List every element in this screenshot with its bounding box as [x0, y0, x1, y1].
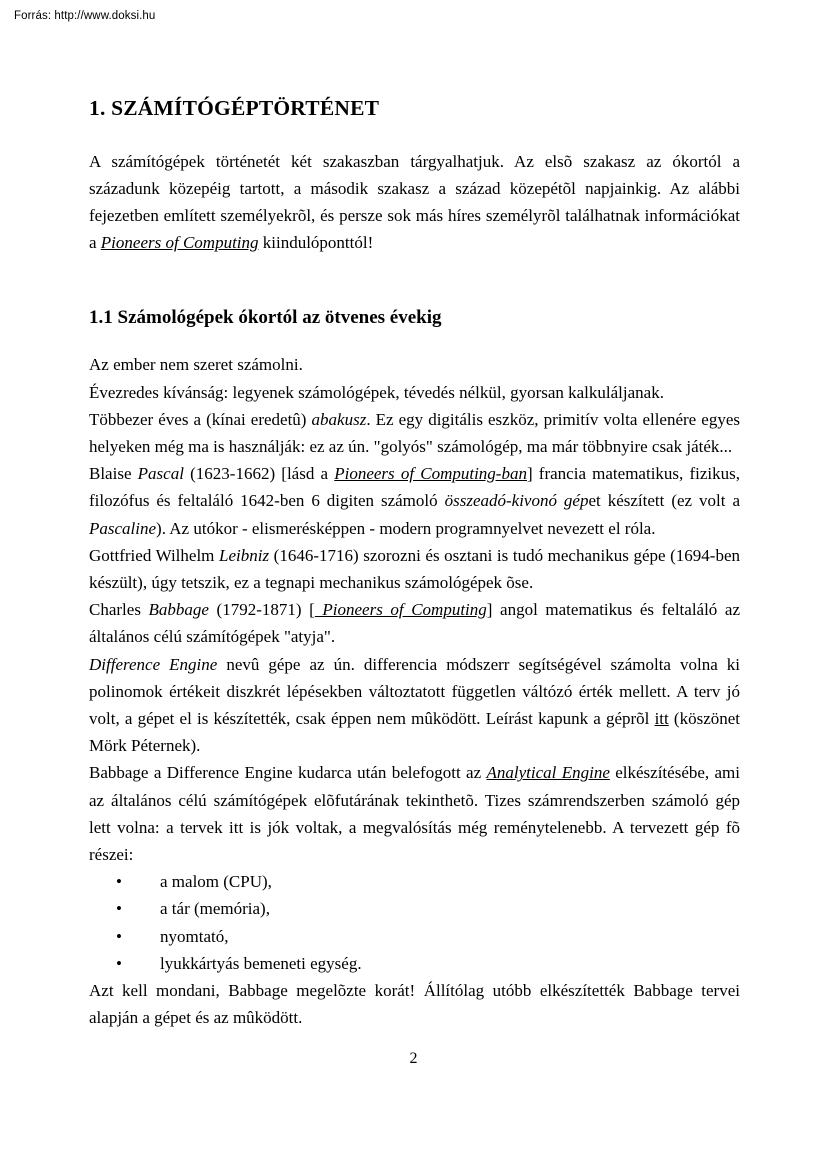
difference-engine-text-part-2: (köszönet Mörk Péternek).	[89, 709, 741, 756]
paragraph-abacus	[89, 406, 740, 460]
pascal-text-part-5: ). Az utókor - elismerésképpen - modern programnyelvet nevezett el róla.	[156, 518, 656, 538]
leibniz-name-italic: Leibniz	[219, 545, 270, 565]
analytical-engine-text-part-2: elkészítésébe, ami az általános célú számítógépek elõfutárának tekinthetõ. Tizes számrendszerben számoló gép lett volna: a tervek itt is jók voltak, a megvalósítás még reménytelenebb. A tervezett gép fõ részei:	[89, 763, 741, 865]
section-spacer	[89, 257, 740, 307]
pascal-text-part-2: (1623-1662) [lásd a	[183, 464, 335, 484]
intro-text-part-1: A számítógépek történetét két szakaszban tárgyalhatjuk. Az elsõ szakasz az ókortól a századunk közepéig tartott, a második szakasz a század közepétõl napjainkig. Az alábbi fejezetben említett személyekrõl, és persze sok más híres személyrõl találhatnak információkat a	[89, 151, 740, 253]
paragraph-pascal	[89, 460, 740, 542]
paragraph-babbage	[89, 596, 740, 650]
pascal-name-italic: Pascal	[137, 464, 184, 484]
document-body	[89, 96, 740, 1031]
paragraph-leibniz	[89, 542, 740, 596]
leibniz-text-part-1: Gottfried Wilhelm	[89, 545, 219, 565]
adder-subtractor-italic: összeadó-kivonó gép	[444, 491, 589, 511]
pascaline-italic: Pascaline	[89, 518, 157, 538]
paragraph-closing: Azt kell mondani, Babbage megelõzte korát! Állítólag utóbb elkészítették Babbage tervei alapján a gépet és az mûködött.	[89, 981, 740, 1028]
paragraph-counting: Az ember nem szeret számolni.	[89, 355, 303, 375]
difference-engine-italic: Difference Engine	[89, 654, 218, 674]
leibniz-text-part-2: (1646-1716) szorozni és osztani is tudó mechanikus gépe (1694-ben készült), úgy tetszik, ez a tegnapi mechanikus számológépek õse.	[89, 545, 741, 593]
page-number: 2	[409, 1050, 418, 1067]
page-title: 1. SZÁMÍTÓGÉPTÖRTÉNET	[89, 96, 380, 120]
list-item: • a tár (memória),	[89, 895, 740, 922]
itt-link[interactable]: itt	[654, 709, 669, 729]
babbage-text-part-2: (1792-1871) [	[208, 600, 315, 620]
pioneers-of-computing-babbage-link[interactable]: Pioneers of Computing	[314, 600, 487, 620]
list-item: • a malom (CPU),	[89, 868, 740, 895]
pioneers-of-computing-ban-link[interactable]: Pioneers of Computing-ban	[334, 464, 527, 484]
babbage-text-part-3: ] angol matematikus és feltaláló az általános célú számítógépek "atyja".	[89, 600, 740, 647]
babbage-name-italic: Babbage	[148, 600, 209, 620]
paragraph-analytical-engine	[89, 759, 740, 868]
paragraph-difference-engine	[89, 651, 740, 760]
difference-engine-text-part-1: nevû gépe az ún. differencia módszerr segítségével számolta volna ki polinomok értékeit diszkrét lépésekben változtatott független váltózó érték mellett. A terv jó volt, a gépet el is készítették, csak éppen nem mûködött. Leírást kapunk a géprõl	[89, 654, 741, 729]
pioneers-of-computing-link[interactable]: Pioneers of Computing	[100, 233, 259, 253]
analytical-engine-text-part-1: Babbage a Difference Engine kudarca után belefogott az	[89, 763, 487, 783]
source-url-header: Forrás: http://www.doksi.hu	[14, 10, 156, 22]
machine-parts-list	[89, 868, 740, 977]
pascal-text-part-3: ] francia matematikus, fizikus, filozófus és feltaláló 1642-ben 6 digiten számoló	[89, 464, 740, 511]
pascal-text-part-1: Blaise	[89, 464, 138, 484]
babbage-text-part-1: Charles	[89, 600, 149, 620]
pascal-text-part-4: et készített (ez volt a	[588, 491, 740, 511]
section-heading: 1.1 Számológépek ókortól az ötvenes évekig	[89, 306, 442, 328]
abacus-text-part-1: Többezer éves a (kínai eredetû)	[89, 409, 312, 429]
analytical-engine-link[interactable]: Analytical Engine	[486, 763, 610, 783]
abacus-text-part-2: . Ez egy digitális eszköz, primitív volta ellenére egyes helyeken még ma is használják: ez az ún. "golyós" számológép, ma már többnyire csak játék...	[89, 409, 740, 457]
paragraph-millennial-wish: Évezredes kívánság: legyenek számológépek, tévedés nélkül, gyorsan kalkuláljanak.	[89, 382, 664, 402]
intro-paragraph	[89, 148, 740, 257]
intro-text-part-2: kiindulóponttól!	[258, 233, 374, 253]
list-item: • lyukkártyás bemeneti egység.	[89, 950, 740, 977]
list-item: • nyomtató,	[89, 923, 740, 950]
abacus-italic-term: abakusz	[311, 409, 367, 429]
